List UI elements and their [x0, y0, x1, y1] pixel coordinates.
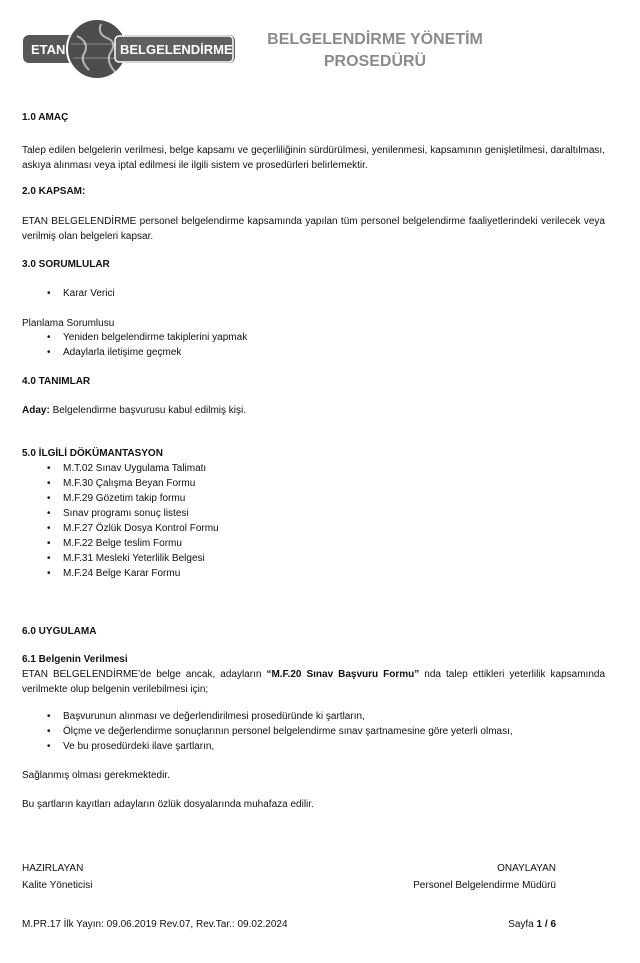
- footer-doc-info: M.PR.17 İlk Yayın: 09.06.2019 Rev.07, Rev.Tar.: 09.02.2024: [22, 919, 288, 930]
- definition-text: Belgelendirme başvurusu kabul edilmiş kişi.: [52, 405, 247, 416]
- sub-heading-issuing: 6.1 Belgenin Verilmesi: [22, 654, 128, 665]
- definition-term: Aday:: [22, 405, 50, 416]
- list-item: • M.F.29 Gözetim takip formu: [47, 493, 186, 504]
- list-item: • Karar Verici: [47, 288, 115, 299]
- list-item: • Sınav programı sonuç listesi: [47, 508, 189, 519]
- document-title-line1: BELGELENDİRME YÖNETİM: [267, 31, 483, 48]
- company-logo: [23, 18, 235, 80]
- section-text-issuing: ETAN BELGELENDİRME’de belge ancak, adayların “M.F.20 Sınav Başvuru Formu” nda talep ettikleri yeterlilik kapsamında verilmekte olup belgenin verilebilmesi için;: [22, 669, 605, 695]
- section-heading-definitions: 4.0 TANIMLAR: [22, 376, 91, 387]
- form-reference: “M.F.20 Sınav Başvuru Formu”: [266, 669, 420, 680]
- list-item: • M.T.02 Sınav Uygulama Talimatı: [47, 463, 207, 474]
- list-item: • Yeniden belgelendirme takiplerini yapmak: [47, 332, 248, 343]
- paragraph-provided: Sağlanmış olması gerekmektedir.: [22, 770, 170, 781]
- page-total: 6: [550, 919, 556, 930]
- logo-text-right: BELGELENDİRME: [120, 42, 233, 57]
- list-item: • Ve bu prosedürdeki ilave şartların,: [47, 741, 215, 752]
- section-text-scope: ETAN BELGELENDİRME personel belgelendirme kapsamında yapılan tüm personel belgelendirme faaliyetlerindeki verilecek veya verilmiş olan belgeleri kapsar.: [22, 216, 605, 242]
- list-item: • M.F.22 Belge teslim Formu: [47, 538, 182, 549]
- list-item: • M.F.27 Özlük Dosya Kontrol Formu: [47, 523, 219, 534]
- prepared-by-role: Kalite Yöneticisi: [22, 880, 93, 891]
- section-heading-scope: 2.0 KAPSAM:: [22, 186, 86, 197]
- section-text-purpose: Talep edilen belgelerin verilmesi, belge kapsamı ve geçerliliğinin sürdürülmesi, yenilenmesi, kapsamının genişletilmesi, daraltılması, askıya alınması veya iptal edilmesi ile ilgili sistem ve prosedürleri belirlemektir.: [22, 145, 605, 171]
- approved-by-role: Personel Belgelendirme Müdürü: [413, 880, 556, 891]
- list-item: • M.F.24 Belge Karar Formu: [47, 568, 181, 579]
- page-indicator: Sayfa 1 / 6: [508, 919, 556, 930]
- section-heading-application: 6.0 UYGULAMA: [22, 626, 97, 637]
- logo-text-left: ETAN: [31, 42, 66, 57]
- section-heading-responsibles: 3.0 SORUMLULAR: [22, 259, 110, 270]
- definition-line: [22, 405, 246, 416]
- approved-by-label: ONAYLAYAN: [497, 863, 556, 874]
- list-item: • M.F.30 Çalışma Beyan Formu: [47, 478, 196, 489]
- list-item: • M.F.31 Mesleki Yeterlilik Belgesi: [47, 553, 205, 564]
- section-heading-documentation: 5.0 İLGİLİ DÖKÜMANTASYON: [22, 448, 163, 459]
- sub-label-planning: Planlama Sorumlusu: [22, 318, 115, 329]
- list-item: • Başvurunun alınması ve değerlendirilmesi prosedüründe ki şartların,: [47, 711, 365, 722]
- page-current: 1: [536, 919, 543, 930]
- document-title-line2: PROSEDÜRÜ: [323, 53, 427, 70]
- paragraph-records: Bu şartların kayıtları adayların özlük dosyalarında muhafaza edilir.: [22, 799, 314, 810]
- logo-graphic: [23, 18, 235, 80]
- prepared-by-label: HAZIRLAYAN: [22, 863, 84, 874]
- section-heading-purpose: 1.0 AMAÇ: [22, 112, 69, 123]
- list-item: • Adaylarla iletişime geçmek: [47, 347, 182, 358]
- list-item: • Ölçme ve değerlendirme sonuçlarının personel belgelendirme sınav şartnamesine göre yeterli olması,: [47, 726, 513, 737]
